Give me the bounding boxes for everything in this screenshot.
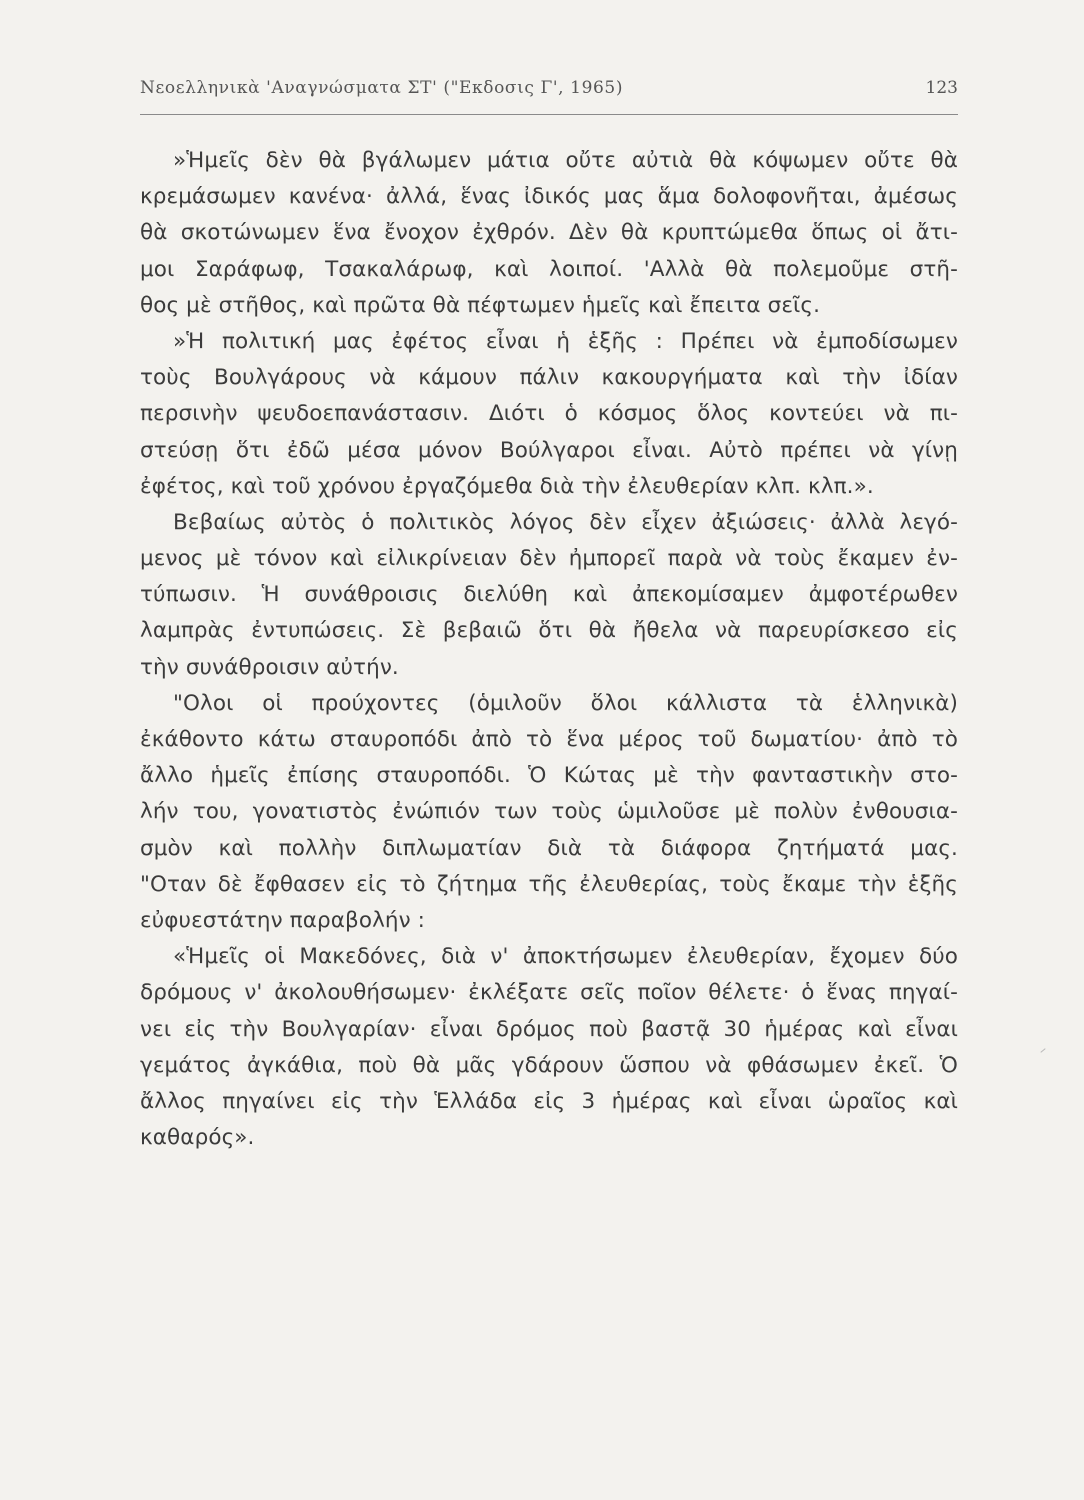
running-header [140,74,958,115]
text-line: ἐφέτος, καὶ τοῦ χρόνου ἐργαζόμεθα διὰ τὴν ἐλευθερίαν κλπ. κλπ.». [140,473,874,499]
text-line: δρόμους ν' ἀκολουθήσωμεν· ἐκλέξατε σεῖς ποῖον θέλετε· ὁ ἕνας πηγαί- [140,980,958,1006]
text-line: κρεμάσωμεν κανένα· ἀλλά, ἕνας ἰδικός μας ἅμα δολοφονῆται, ἀμέσως [140,184,958,210]
text-line: στεύσῃ ὅτι ἐδῶ μέσα μόνον Βούλγαροι εἶναι. Αὐτὸ πρέπει νὰ γίνῃ [140,437,958,463]
body-text [140,143,958,1156]
text-line: λαμπρὰς ἐντυπώσεις. Σὲ βεβαιῶ ὅτι θὰ ἤθελα νὰ παρευρίσκεσο εἰς [140,618,958,644]
text-line: τύπωσιν. Ἡ συνάθροισις διελύθη καὶ ἀπεκομίσαμεν ἀμφοτέρωθεν [140,582,958,608]
text-line: »Ἡμεῖς δὲν θὰ βγάλωμεν μάτια οὔτε αὐτιὰ θὰ κόψωμεν οὔτε θὰ [173,148,958,173]
text-line: ἄλλο ἡμεῖς ἐπίσης σταυροπόδι. Ὁ Κώτας μὲ τὴν φανταστικὴν στο- [140,763,958,789]
text-line: περσινὴν ψευδοεπανάστασιν. Διότι ὁ κόσμος ὅλος κοντεύει νὰ πι- [140,401,958,427]
text-line: τοὺς Βουλγάρους νὰ κάμουν πάλιν κακουργήματα καὶ τὴν ἰδίαν [140,365,958,391]
text-line: σμὸν καὶ πολλὴν διπλωματίαν διὰ τὰ διάφορα ζητήματά μας. [140,835,958,861]
text-line: «Ἡμεῖς οἱ Μακεδόνες, διὰ ν' ἀποκτήσωμεν ἐλευθερίαν, ἔχομεν δύο [173,944,958,970]
text-line: τὴν συνάθροισιν αὐτήν. [140,654,399,680]
text-line: "Οταν δὲ ἔφθασεν εἰς τὸ ζήτημα τῆς ἐλευθερίας, τοὺς ἔκαμε τὴν ἑξῆς [140,871,958,897]
text-line: θὰ σκοτώνωμεν ἕνα ἔνοχον ἐχθρόν. Δὲν θὰ κρυπτώμεθα ὅπως οἱ ἄτι- [140,220,958,246]
running-title: Νεοελληνικὰ 'Αναγνώσματα ΣΤ' ("Εκδοσις Γ', 1965) [140,78,624,98]
text-line: εὐφυεστάτην παραβολήν : [140,907,426,933]
paper-speck [1040,1048,1045,1053]
text-line: ἄλλος πηγαίνει εἰς τὴν Ἑλλάδα εἰς 3 ἡμέρας καὶ εἶναι ὡραῖος καὶ [140,1088,958,1114]
text-line: μοι Σαράφωφ, Τσακαλάρωφ, καὶ λοιποί. 'Αλλὰ θὰ πολεμοῦμε στῆ- [140,256,958,282]
text-line: γεμάτος ἀγκάθια, ποὺ θὰ μᾶς γδάρουν ὥσπου νὰ φθάσωμεν ἐκεῖ. Ὁ [140,1052,958,1078]
text-line: »Ἡ πολιτική μας ἐφέτος εἶναι ἡ ἑξῆς : Πρέπει νὰ ἐμποδίσωμεν [173,328,958,354]
text-line: ἐκάθοντο κάτω σταυροπόδι ἀπὸ τὸ ἕνα μέρος τοῦ δωματίου· ἀπὸ τὸ [140,727,958,752]
text-line: καθαρός». [140,1125,255,1151]
text-line: "Ολοι οἱ προύχοντες (ὁμιλοῦν ὅλοι κάλλιστα τὰ ἑλληνικὰ) [173,690,958,716]
text-line: Βεβαίως αὐτὸς ὁ πολιτικὸς λόγος δὲν εἶχεν ἀξιώσεις· ἀλλὰ λεγό- [173,509,958,535]
text-line: νει εἰς τὴν Βουλγαρίαν· εἶναι δρόμος ποὺ βαστᾷ 30 ἡμέρας καὶ εἶναι [140,1016,958,1042]
text-line: μενος μὲ τόνον καὶ εἰλικρίνειαν δὲν ἠμπορεῖ παρὰ νὰ τοὺς ἔκαμεν ἐν- [140,546,958,572]
text-line: θος μὲ στῆθος, καὶ πρῶτα θὰ πέφτωμεν ἡμεῖς καὶ ἔπειτα σεῖς. [140,292,821,318]
page-number: 123 [925,78,958,98]
text-line: λήν του, γονατιστὸς ἐνώπιόν των τοὺς ὡμιλοῦσε μὲ πολὺν ἐνθουσια- [140,799,958,825]
